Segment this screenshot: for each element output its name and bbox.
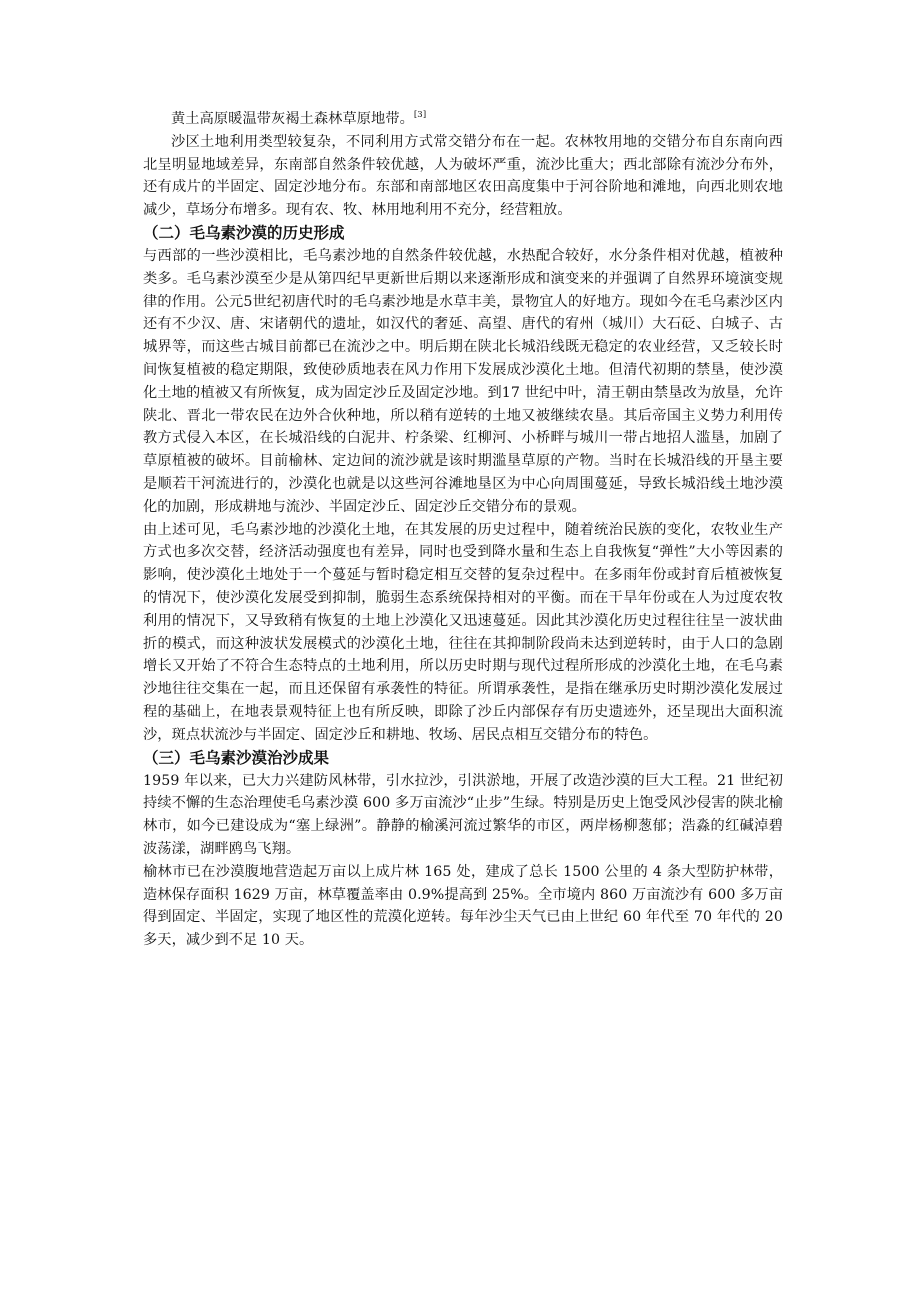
- intro-text: 黄土高原暖温带灰褐土森林草原地带。: [171, 111, 414, 127]
- citation-marker[interactable]: [3]: [413, 110, 427, 120]
- achievement-paragraph-2: 榆林市已在沙漠腹地营造起万亩以上成片林 165 处，建成了总长 1500 公里的 4 条大型防护林带，造林保存面积 1629 万亩，林草覆盖率由 0.9%提高到 25%。全市境内 860 万亩流沙有 600 多万亩得到固定、半固定，实现了地区性的荒漠化逆转。每年沙尘天气已由上世纪 60 年代至 70 年代的 20 多天，减少到不足 10 天。: [143, 863, 783, 949]
- history-paragraph-1: 与西部的一些沙漠相比，毛乌素沙地的自然条件较优越，水热配合较好，水分条件相对优越，植被种类多。毛乌素沙漠至少是从第四纪早更新世后期以来逐渐形成和演变来的并强调了自然界环境演变规律的作用。公元5世纪初唐代时的毛乌素沙地是水草丰美，景物宜人的好地方。现如今在毛乌素沙区内还有不少汉、唐、宋诸朝代的遗址，如汉代的奢延、高望、唐代的宥州（城川）大石砭、白城子、古城界等，而这些古城目前都已在流沙之中。明后期在陕北长城沿线既无稳定的农业经营，又乏较长时间恢复植被的稳定期限，致使砂质地表在风力作用下发展成沙漠化土地。但清代初期的禁垦，使沙漠化土地的植被又有所恢复，成为固定沙丘及固定沙地。到17 世纪中叶，清王朝由禁垦改为放垦，允许陕北、晋北一带农民在边外合伙种地，所以稍有逆转的土地又被继续农垦。其后帝国主义势力利用传教方式侵入本区，在长城沿线的白泥井、柠条梁、红柳河、小桥畔与城川一带占地招人滥垦，加剧了草原植被的破坏。目前榆林、定边间的流沙就是该时期滥垦草原的产物。当时在长城沿线的开垦主要是顺若干河流进行的，沙漠化也就是以这些河谷滩地垦区为中心向周围蔓延，导致长城沿线土地沙漠化的加剧，形成耕地与流沙、半固定沙丘、固定沙丘交错分布的景观。: [143, 247, 783, 515]
- intro-paragraph: [143, 108, 783, 131]
- history-paragraph-2: 由上述可见，毛乌素沙地的沙漠化土地，在其发展的历史过程中，随着统治民族的变化，农牧业生产方式也多次交替，经济活动强度也有差异，同时也受到降水量和生态上自我恢复“弹性”大小等因素的影响，使沙漠化土地处于一个蔓延与暂时稳定相互交替的复杂过程中。在多雨年份或封育后植被恢复的情况下，使沙漠化发展受到抑制，脆弱生态系统保持相对的平衡。而在干旱年份或在人为过度农牧利用的情况下，又导致稍有恢复的土地上沙漠化又迅速蔓延。因此其沙漠化历史过程往往呈一波状曲折的模式，而这种波状发展模式的沙漠化土地，往往在其抑制阶段尚未达到逆转时，由于人口的急剧增长又开始了不符合生态特点的土地利用，所以历史时期与现代过程所形成的沙漠化土地，在毛乌素沙地往往交集在一起，而且还保留有承袭性的特征。所谓承袭性，是指在继承历史时期沙漠化发展过程的基础上，在地表景观特征上也有所反映，即除了沙丘内部保存有历史遗迹外，还呈现出大面积流沙，斑点状流沙与半固定、固定沙丘和耕地、牧场、居民点相互交错分布的特色。: [143, 521, 783, 743]
- section-heading-history: （二）毛乌素沙漠的历史形成: [143, 223, 345, 242]
- document-page: [143, 108, 783, 952]
- land-use-paragraph: 沙区土地利用类型较复杂，不同利用方式常交错分布在一起。农林牧用地的交错分布自东南向西北呈明显地域差异，东南部自然条件较优越，人为破坏严重，流沙比重大；西北部除有流沙分布外，还有成片的半固定、固定沙地分布。东部和南部地区农田高度集中于河谷阶地和滩地，向西北则农地减少，草场分布增多。现有农、牧、林用地利用不充分，经营粗放。: [143, 133, 783, 219]
- achievement-paragraph-1: 1959 年以来，已大力兴建防风林带，引水拉沙，引洪淤地，开展了改造沙漠的巨大工程。21 世纪初持续不懈的生态治理使毛乌素沙漠 600 多万亩流沙“止步”生绿。特别是历史上饱受风沙侵害的陕北榆林市，如今已建设成为“塞上绿洲”。静静的榆溪河流过繁华的市区，两岸杨柳葱郁；浩淼的红碱淖碧波荡漾，湖畔鸥鸟飞翔。: [143, 772, 783, 857]
- section-heading-achievements: （三）毛乌素沙漠治沙成果: [143, 748, 330, 767]
